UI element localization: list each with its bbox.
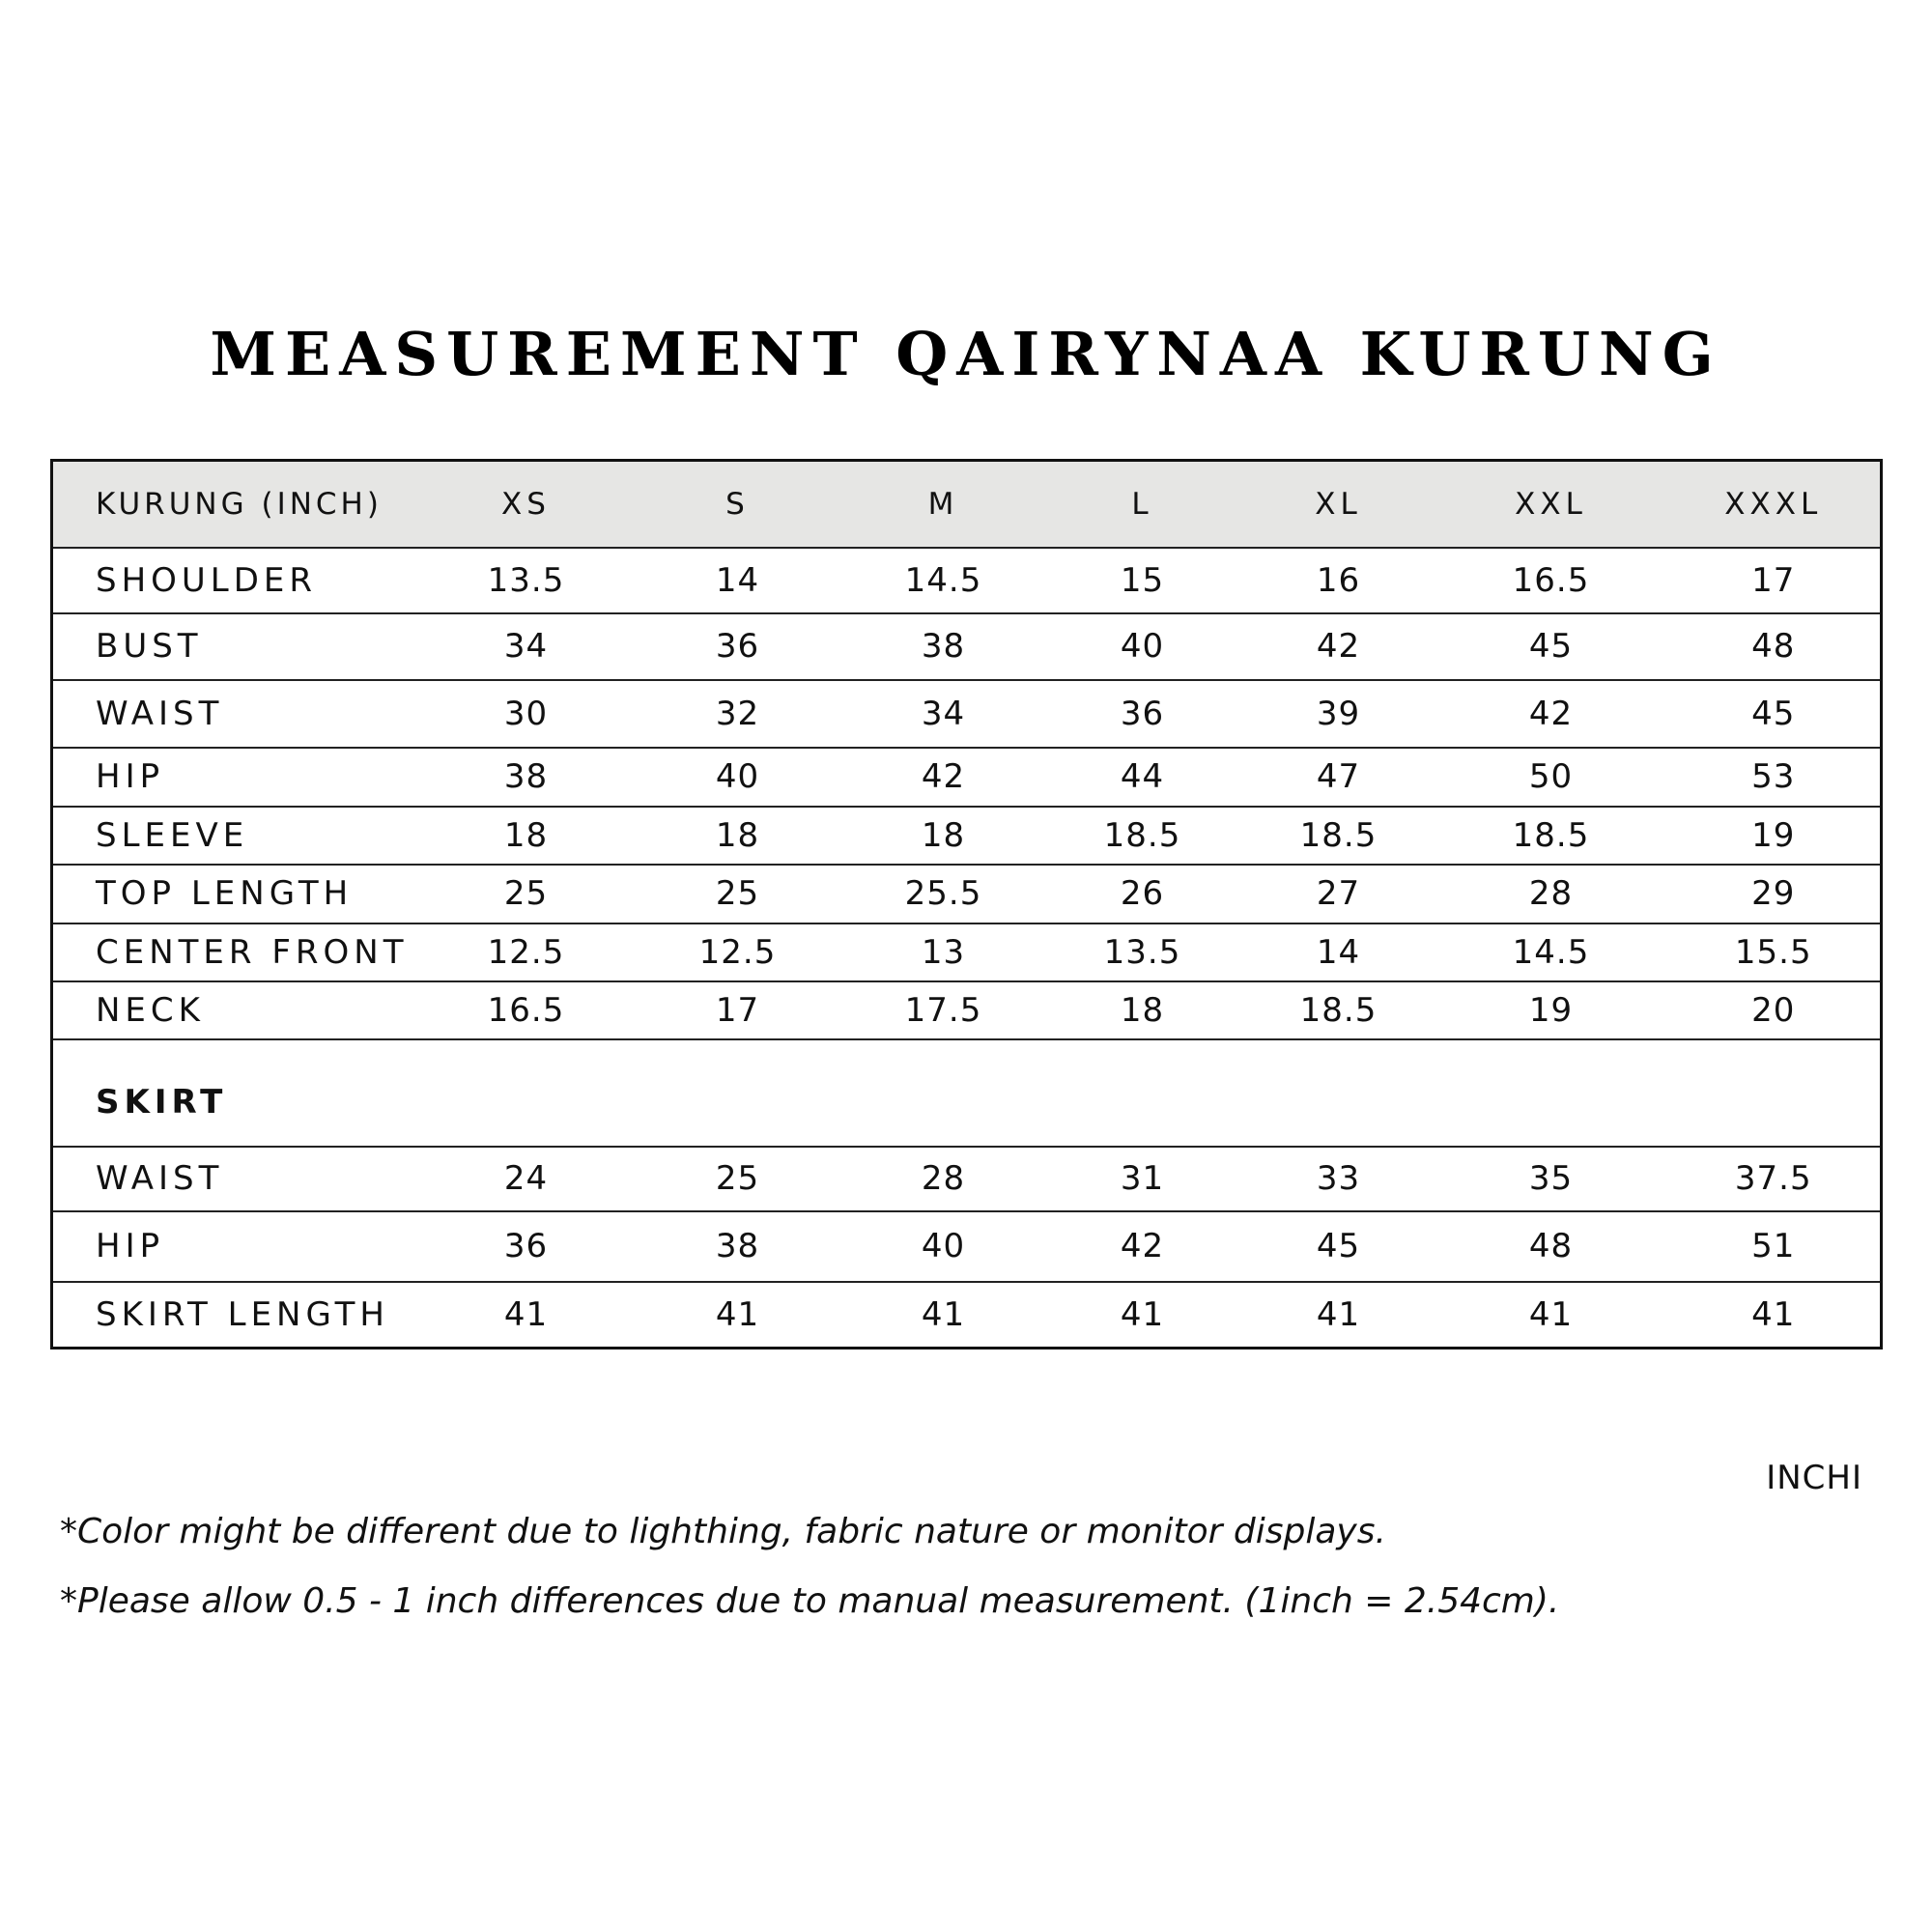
header-label: KURUNG (INCH) [96, 486, 383, 522]
table-row [52, 865, 1882, 923]
header-size-s: S [725, 486, 750, 522]
row-label: TOP LENGTH [52, 865, 421, 923]
table-row [52, 548, 1882, 613]
measurement-cell: 51 [1667, 1211, 1882, 1282]
measurement-cell: 35 [1435, 1147, 1667, 1211]
measurement-cell: 40 [844, 1211, 1043, 1282]
table-row [52, 748, 1882, 807]
row-label: NECK [52, 981, 421, 1039]
measurement-cell: 16.5 [421, 981, 632, 1039]
skirt-section-row [52, 1039, 1882, 1147]
measurement-cell: 16 [1242, 548, 1435, 613]
measurement-cell: 47 [1242, 748, 1435, 807]
table-row [52, 923, 1882, 981]
measurement-cell: 19 [1667, 807, 1882, 865]
measurement-cell: 18 [632, 807, 844, 865]
measurement-cell: 40 [1043, 613, 1242, 680]
measurement-cell: 34 [844, 680, 1043, 748]
measurement-cell: 53 [1667, 748, 1882, 807]
measurement-cell: 42 [844, 748, 1043, 807]
measurement-cell: 38 [421, 748, 632, 807]
measurement-cell: 50 [1435, 748, 1667, 807]
measurement-cell: 42 [1043, 1211, 1242, 1282]
measurement-cell: 20 [1667, 981, 1882, 1039]
header-size-m: M [927, 486, 959, 522]
measurement-cell: 25 [632, 1147, 844, 1211]
header-size-xl: XL [1315, 486, 1362, 522]
measurement-cell: 17.5 [844, 981, 1043, 1039]
measurement-tolerance-note: *Please allow 0.5 - 1 inch differences due to manual measurement. (1inch = 2.54cm). [60, 1581, 1560, 1621]
row-label: SLEEVE [52, 807, 421, 865]
table-row [52, 807, 1882, 865]
measurement-cell: 18.5 [1242, 807, 1435, 865]
measurement-cell: 27 [1242, 865, 1435, 923]
table-header-row [52, 461, 1882, 548]
measurement-cell: 32 [632, 680, 844, 748]
measurement-cell: 28 [844, 1147, 1043, 1211]
unit-note: INCHI [1766, 1459, 1862, 1497]
measurement-cell: 18 [1043, 981, 1242, 1039]
measurement-cell: 31 [1043, 1147, 1242, 1211]
measurement-cell: 18.5 [1435, 807, 1667, 865]
measurement-cell: 45 [1667, 680, 1882, 748]
row-label: WAIST [52, 680, 421, 748]
measurement-cell: 18 [421, 807, 632, 865]
measurement-cell: 41 [421, 1282, 632, 1349]
measurement-cell: 25 [632, 865, 844, 923]
measurement-cell: 17 [632, 981, 844, 1039]
measurement-cell: 41 [632, 1282, 844, 1349]
measurement-cell: 29 [1667, 865, 1882, 923]
table-row [52, 613, 1882, 680]
measurement-cell: 41 [1043, 1282, 1242, 1349]
measurement-cell: 38 [844, 613, 1043, 680]
measurement-cell: 40 [632, 748, 844, 807]
measurement-cell: 14.5 [844, 548, 1043, 613]
measurement-cell: 36 [632, 613, 844, 680]
measurement-cell: 41 [844, 1282, 1043, 1349]
header-size-xxl: XXL [1515, 486, 1587, 522]
measurement-cell: 48 [1435, 1211, 1667, 1282]
table-row [52, 1211, 1882, 1282]
measurement-cell: 45 [1242, 1211, 1435, 1282]
measurement-cell: 14 [632, 548, 844, 613]
measurement-cell: 13.5 [1043, 923, 1242, 981]
section-heading: SKIRT [52, 1039, 1882, 1147]
table-body [52, 548, 1882, 1349]
row-label: HIP [52, 1211, 421, 1282]
measurement-cell: 17 [1667, 548, 1882, 613]
table-row [52, 981, 1882, 1039]
measurement-cell: 12.5 [421, 923, 632, 981]
color-disclaimer-note: *Color might be different due to lighthing, fabric nature or monitor displays. [60, 1512, 1386, 1551]
measurement-cell: 25 [421, 865, 632, 923]
row-label: SKIRT LENGTH [52, 1282, 421, 1349]
measurement-cell: 19 [1435, 981, 1667, 1039]
measurement-cell: 25.5 [844, 865, 1043, 923]
page-title: MEASUREMENT QAIRYNAA KURUNG [210, 319, 1722, 389]
measurement-cell: 18.5 [1242, 981, 1435, 1039]
measurement-cell: 13 [844, 923, 1043, 981]
measurement-cell: 16.5 [1435, 548, 1667, 613]
measurement-cell: 24 [421, 1147, 632, 1211]
measurement-cell: 36 [1043, 680, 1242, 748]
table-row [52, 1147, 1882, 1211]
measurement-cell: 41 [1242, 1282, 1435, 1349]
row-label: CENTER FRONT [52, 923, 421, 981]
measurement-cell: 38 [632, 1211, 844, 1282]
measurement-cell: 13.5 [421, 548, 632, 613]
measurement-cell: 44 [1043, 748, 1242, 807]
table-row [52, 680, 1882, 748]
measurement-cell: 15.5 [1667, 923, 1882, 981]
measurement-cell: 42 [1435, 680, 1667, 748]
header-size-xs: XS [501, 486, 551, 522]
measurement-cell: 48 [1667, 613, 1882, 680]
measurement-cell: 26 [1043, 865, 1242, 923]
measurement-cell: 42 [1242, 613, 1435, 680]
row-label: BUST [52, 613, 421, 680]
measurement-cell: 45 [1435, 613, 1667, 680]
row-label: WAIST [52, 1147, 421, 1211]
row-label: SHOULDER [52, 548, 421, 613]
measurement-cell: 33 [1242, 1147, 1435, 1211]
measurement-cell: 28 [1435, 865, 1667, 923]
measurement-cell: 39 [1242, 680, 1435, 748]
measurement-cell: 12.5 [632, 923, 844, 981]
header-size-l: L [1131, 486, 1153, 522]
measurement-cell: 15 [1043, 548, 1242, 613]
measurement-cell: 41 [1435, 1282, 1667, 1349]
measurement-cell: 34 [421, 613, 632, 680]
measurement-cell: 36 [421, 1211, 632, 1282]
header-size-xxxl: XXXL [1724, 486, 1823, 522]
measurement-cell: 14 [1242, 923, 1435, 981]
measurement-cell: 18 [844, 807, 1043, 865]
measurement-cell: 37.5 [1667, 1147, 1882, 1211]
table-row [52, 1282, 1882, 1349]
row-label: HIP [52, 748, 421, 807]
measurement-cell: 41 [1667, 1282, 1882, 1349]
measurement-cell: 18.5 [1043, 807, 1242, 865]
size-chart-table [50, 459, 1883, 1350]
measurement-cell: 30 [421, 680, 632, 748]
measurement-cell: 14.5 [1435, 923, 1667, 981]
